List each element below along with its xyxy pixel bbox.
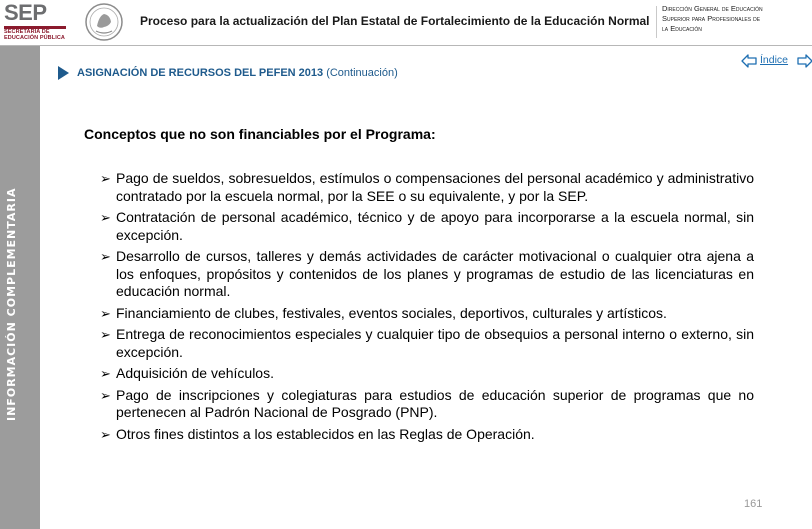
- list-item: [100, 170, 754, 205]
- bullet-arrow-icon: ➢: [100, 210, 111, 225]
- non-financeable-list: [100, 170, 754, 447]
- page-number: 161: [744, 498, 763, 510]
- list-item: [100, 209, 754, 244]
- list-item-text: Contratación de personal académico, técnico y de apoyo para incorporarse a la escuela normal, sin excepción.: [116, 209, 754, 243]
- national-seal-icon: [84, 2, 124, 42]
- bullet-arrow-icon: ➢: [100, 426, 111, 442]
- index-navigation: [741, 53, 811, 69]
- bullet-arrow-icon: ➢: [100, 305, 111, 321]
- list-item-text: Adquisición de vehículos.: [116, 365, 274, 381]
- index-link[interactable]: Índice: [760, 54, 789, 66]
- sep-logo-subtitle-line2: EDUCACIÓN PÚBLICA: [4, 35, 65, 41]
- bullet-arrow-icon: ➢: [100, 171, 111, 186]
- sep-logo-word: SEP: [4, 0, 47, 25]
- list-item-text: Desarrollo de cursos, talleres y demás actividades de carácter motivacional o cualquier otra ajena a los enfoques, propósitos y contenidos de los planes y programas de estudio de las licenciaturas en educación normal.: [116, 248, 754, 299]
- sep-logo-subtitle: [4, 29, 65, 41]
- list-item: [100, 305, 754, 323]
- section-title: [58, 66, 398, 80]
- list-item-text: Pago de inscripciones y colegiaturas para estudios de educación superior de programas que no pertenecen al Padrón Nacional de Posgrado (PNP).: [116, 386, 754, 420]
- list-item: [100, 426, 754, 444]
- sep-logo: [4, 2, 70, 42]
- arrow-left-icon[interactable]: [741, 54, 757, 68]
- list-item: [100, 326, 754, 361]
- list-item-text: Otros fines distintos a los establecidos en las Reglas de Operación.: [116, 425, 535, 442]
- bullet-arrow-icon: ➢: [100, 366, 111, 381]
- bullet-arrow-icon: ➢: [100, 327, 111, 342]
- bullet-arrow-icon: ➢: [100, 387, 111, 403]
- department-line2: Superior para Profesionales de: [662, 14, 761, 23]
- sidebar-label: INFORMACIÓN COMPLEMENTARIA: [5, 187, 18, 421]
- section-title-main: ASIGNACIÓN DE RECURSOS DEL PEFEN 2013: [77, 66, 324, 79]
- header-rule: [0, 45, 812, 46]
- department-line3: la Educación: [662, 24, 702, 33]
- section-title-suffix: (Continuación): [326, 66, 398, 79]
- header-title: Proceso para la actualización del Plan Estatal de Fortalecimiento de la Educación Normal: [140, 14, 650, 28]
- list-item: [100, 365, 754, 383]
- page-header: [0, 0, 812, 46]
- list-item: [100, 248, 754, 301]
- header-divider: [656, 6, 657, 38]
- sidebar: [0, 46, 40, 529]
- arrow-right-icon[interactable]: [797, 54, 812, 68]
- triangle-right-icon: [58, 66, 69, 80]
- list-item-text: Entrega de reconocimientos especiales y cualquier tipo de obsequios a personal interno o externo, sin excepción.: [116, 326, 754, 360]
- content-heading: Conceptos que no son financiables por el Programa:: [84, 126, 436, 142]
- list-item-text: Financiamiento de clubes, festivales, eventos sociales, deportivos, culturales y artísticos.: [116, 304, 667, 321]
- bullet-arrow-icon: ➢: [100, 249, 111, 264]
- department-line1: Dirección General de Educación: [662, 4, 763, 13]
- department-name: [662, 4, 802, 34]
- sep-logo-subtitle-line1: SECRETARÍA DE: [4, 29, 50, 35]
- list-item-text: Pago de sueldos, sobresueldos, estímulos o compensaciones del personal académico y administrativo contratado por la escuela normal, por la SEE o su equivalente, y por la SEP.: [116, 170, 754, 204]
- list-item: [100, 387, 754, 422]
